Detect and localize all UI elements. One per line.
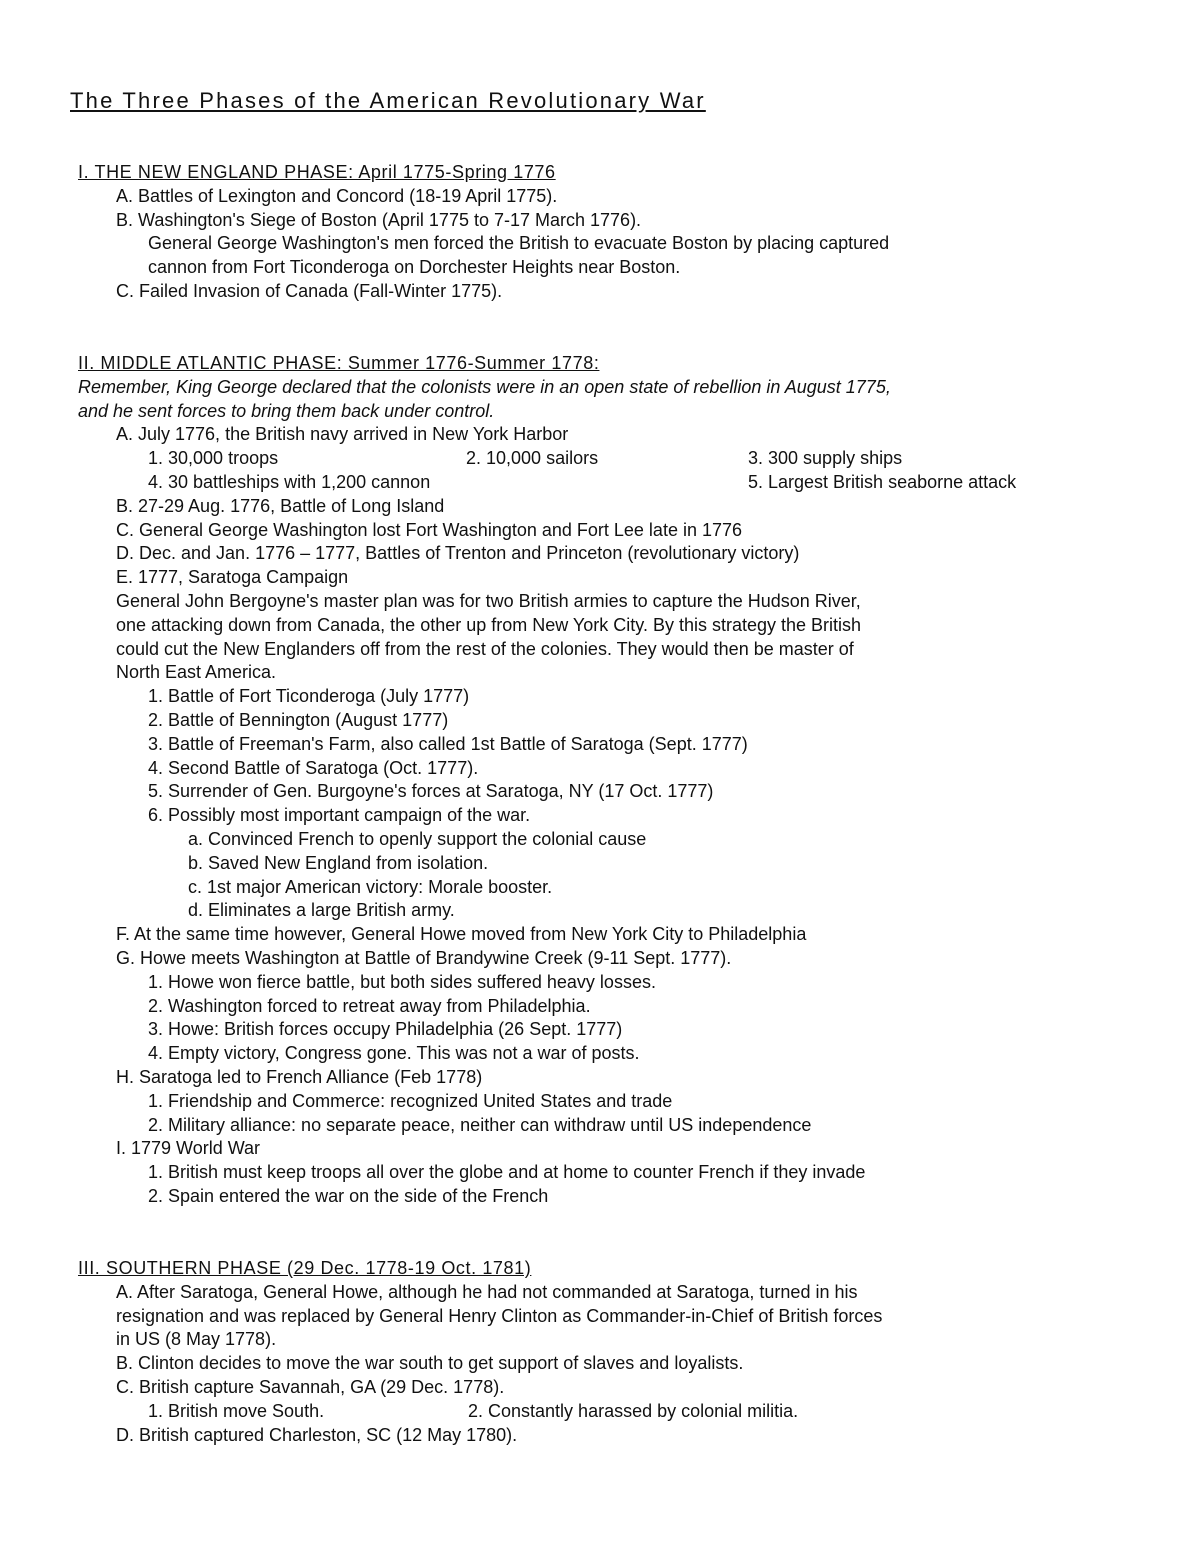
list-item: b. Saved New England from isolation. <box>188 852 489 873</box>
list-item: c. 1st major American victory: Morale booster. <box>188 876 553 897</box>
section-heading-phase-3: III. SOUTHERN PHASE (29 Dec. 1778-19 Oct. 1781) <box>78 1258 532 1278</box>
list-item: A. Battles of Lexington and Concord (18-19 April 1775). <box>116 185 558 206</box>
list-item: C. General George Washington lost Fort Washington and Fort Lee late in 1776 <box>116 519 743 540</box>
list-item: d. Eliminates a large British army. <box>188 900 455 921</box>
list-item: G. Howe meets Washington at Battle of Brandywine Creek (9-11 Sept. 1777). <box>116 947 732 968</box>
list-item: 4. Second Battle of Saratoga (Oct. 1777). <box>148 757 479 778</box>
list-item: 2. Military alliance: no separate peace, neither can withdraw until US independence <box>148 1114 812 1135</box>
list-item: 5. Surrender of Gen. Burgoyne's forces at Saratoga, NY (17 Oct. 1777) <box>148 781 714 802</box>
list-item: C. British capture Savannah, GA (29 Dec. 1778). <box>116 1376 505 1397</box>
list-item: 1. 30,000 troops <box>148 448 279 469</box>
paragraph-line: and he sent forces to bring them back under control. <box>78 400 495 421</box>
middle-atlantic-phase-section <box>78 352 1178 1209</box>
list-item: 2. Spain entered the war on the side of the French <box>148 1185 549 1206</box>
list-item: B. Clinton decides to move the war south to get support of slaves and loyalists. <box>116 1353 744 1374</box>
section-heading-phase-1: I. THE NEW ENGLAND PHASE: April 1775-Spring 1776 <box>78 162 556 182</box>
list-item: 2. Washington forced to retreat away from Philadelphia. <box>148 995 591 1016</box>
list-item: A. July 1776, the British navy arrived in New York Harbor <box>116 424 569 445</box>
paragraph-line: A. After Saratoga, General Howe, although he had not commanded at Saratoga, turned in his <box>116 1281 858 1302</box>
list-item: 6. Possibly most important campaign of the war. <box>148 805 531 826</box>
list-item: 2. 10,000 sailors <box>466 448 599 469</box>
list-item: 1. British move South. <box>148 1400 325 1421</box>
list-item: C. Failed Invasion of Canada (Fall-Winter 1775). <box>116 280 503 301</box>
list-item: 1. Friendship and Commerce: recognized United States and trade <box>148 1090 673 1111</box>
list-item: 4. 30 battleships with 1,200 cannon <box>148 471 431 492</box>
list-item: 1. British must keep troops all over the globe and at home to counter French if they invade <box>148 1162 866 1183</box>
list-row <box>78 471 1178 495</box>
list-row <box>78 447 1178 471</box>
list-item: 3. 300 supply ships <box>748 448 903 469</box>
list-item: B. Washington's Siege of Boston (April 1775 to 7-17 March 1776). <box>116 209 642 230</box>
list-item: B. 27-29 Aug. 1776, Battle of Long Island <box>116 495 445 516</box>
list-item: 1. Howe won fierce battle, but both sides suffered heavy losses. <box>148 971 656 992</box>
paragraph-line: General John Bergoyne's master plan was for two British armies to capture the Hudson River, <box>116 590 861 611</box>
list-item: D. British captured Charleston, SC (12 May 1780). <box>116 1424 518 1445</box>
paragraph-line: could cut the New Englanders off from the rest of the colonies. They would then be master of <box>116 638 854 659</box>
paragraph-line: one attacking down from Canada, the other up from New York City. By this strategy the British <box>116 614 862 635</box>
new-england-phase-section <box>78 161 1178 304</box>
paragraph-line: resignation and was replaced by General Henry Clinton as Commander-in-Chief of British forces <box>116 1305 883 1326</box>
list-item: E. 1777, Saratoga Campaign <box>116 567 349 588</box>
section-heading-phase-2: II. MIDDLE ATLANTIC PHASE: Summer 1776-Summer 1778: <box>78 353 600 373</box>
list-item: 5. Largest British seaborne attack <box>748 471 1017 492</box>
list-item: 1. Battle of Fort Ticonderoga (July 1777) <box>148 686 470 707</box>
list-item: I. 1779 World War <box>116 1138 261 1159</box>
paragraph-line: in US (8 May 1778). <box>116 1329 277 1350</box>
list-item: F. At the same time however, General Howe moved from New York City to Philadelphia <box>116 924 807 945</box>
list-row <box>78 1400 1178 1424</box>
paragraph-line: North East America. <box>116 662 277 683</box>
page-title: The Three Phases of the American Revolutionary War <box>70 88 706 113</box>
southern-phase-section <box>78 1257 1178 1447</box>
list-item: 4. Empty victory, Congress gone. This was not a war of posts. <box>148 1043 640 1064</box>
list-item: a. Convinced French to openly support the colonial cause <box>188 828 647 849</box>
list-item: H. Saratoga led to French Alliance (Feb 1778) <box>116 1066 483 1087</box>
list-item: D. Dec. and Jan. 1776 – 1777, Battles of Trenton and Princeton (revolutionary victory) <box>116 543 800 564</box>
list-item: 3. Howe: British forces occupy Philadelphia (26 Sept. 1777) <box>148 1019 623 1040</box>
paragraph-line: General George Washington's men forced the British to evacuate Boston by placing captured <box>148 233 890 254</box>
list-item: 3. Battle of Freeman's Farm, also called 1st Battle of Saratoga (Sept. 1777) <box>148 733 748 754</box>
paragraph-line: cannon from Fort Ticonderoga on Dorchester Heights near Boston. <box>148 257 681 278</box>
list-item: 2. Constantly harassed by colonial militia. <box>468 1400 799 1421</box>
list-item: 2. Battle of Bennington (August 1777) <box>148 709 449 730</box>
paragraph-line: Remember, King George declared that the colonists were in an open state of rebellion in August 1775, <box>78 376 891 397</box>
